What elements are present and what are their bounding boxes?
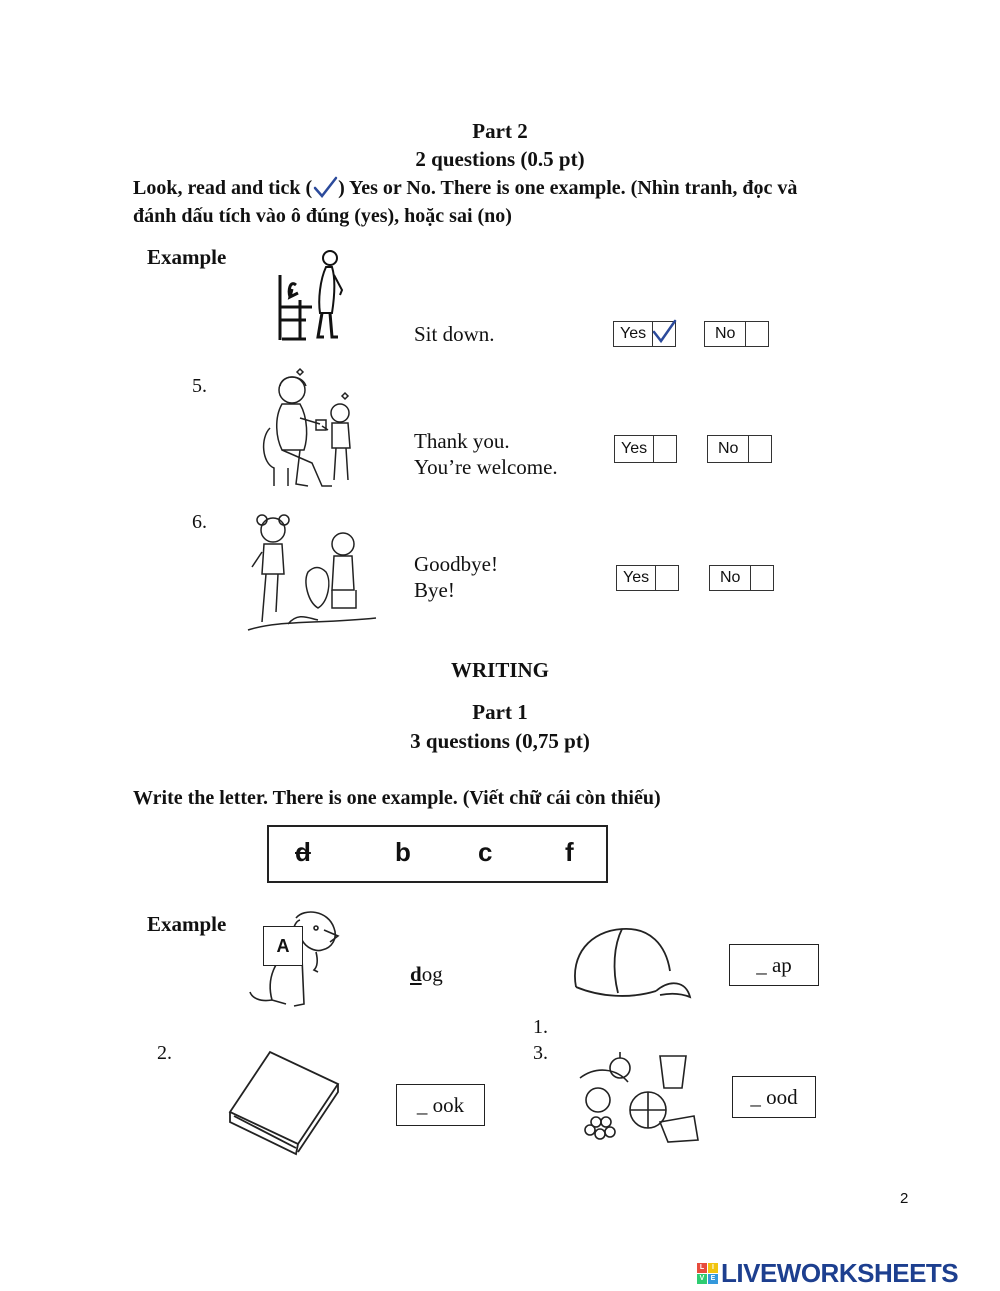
part2-instruction: Look, read and tick ( ) Yes or No. There is one example. (Nhìn tranh, đọc và đánh dấu tích vào ô đúng (yes), hoặc sai (no) — [133, 177, 798, 227]
example-answer-box[interactable]: A — [263, 926, 303, 966]
answer-box-1[interactable]: _ ap — [729, 944, 819, 986]
mother-child-picture — [252, 368, 362, 498]
question-6-number: 6. — [192, 511, 207, 533]
question-6-no-box[interactable]: No — [709, 565, 774, 591]
question-5-yes-box[interactable]: Yes — [614, 435, 677, 463]
example-word: dog — [410, 962, 443, 986]
question-6-text: Goodbye! Bye! — [414, 552, 498, 602]
book-picture — [226, 1050, 340, 1151]
food-picture — [576, 1052, 700, 1149]
letter-option: c — [478, 837, 493, 867]
logo-blocks-icon: L I V E — [697, 1263, 718, 1284]
writing-item-1-number: 1. — [533, 1016, 548, 1038]
check-icon — [653, 322, 675, 346]
question-5-number: 5. — [192, 375, 207, 397]
sit-down-picture — [270, 245, 360, 350]
example-yes-box[interactable]: Yes — [613, 321, 676, 347]
question-5-text: Thank you. You’re welcome. — [414, 429, 558, 479]
children-waving-picture — [248, 512, 376, 637]
tick-icon — [312, 176, 338, 196]
page-number: 2 — [900, 1190, 909, 1207]
letter-option: f — [565, 837, 574, 867]
part2-example-label: Example — [147, 245, 227, 269]
writing-item-2-number: 2. — [157, 1042, 172, 1064]
answer-box-2[interactable]: _ ook — [396, 1084, 485, 1126]
writing-part-title: Part 1 — [472, 700, 528, 724]
writing-example-label: Example — [147, 912, 227, 936]
example-no-box[interactable]: No — [704, 321, 769, 347]
example-sentence: Sit down. — [414, 322, 495, 346]
writing-item-3-number: 3. — [533, 1042, 548, 1064]
letter-option: b — [395, 837, 411, 867]
letter-used: d — [295, 837, 311, 867]
part2-questions: 2 questions (0.5 pt) — [415, 147, 585, 171]
letter-bank — [267, 825, 608, 883]
question-5-no-box[interactable]: No — [707, 435, 772, 463]
brand-name: LIVEWORKSHEETS — [721, 1258, 959, 1288]
writing-title: WRITING — [450, 658, 550, 682]
part2-title: Part 2 — [472, 119, 528, 143]
liveworksheets-logo — [697, 1258, 958, 1289]
answer-box-3[interactable]: _ ood — [732, 1076, 816, 1118]
writing-instruction: Write the letter. There is one example. (Viết chữ cái còn thiếu) — [133, 787, 661, 809]
writing-questions: 3 questions (0,75 pt) — [410, 729, 590, 753]
cap-picture — [570, 925, 694, 1006]
question-6-yes-box[interactable]: Yes — [616, 565, 679, 591]
